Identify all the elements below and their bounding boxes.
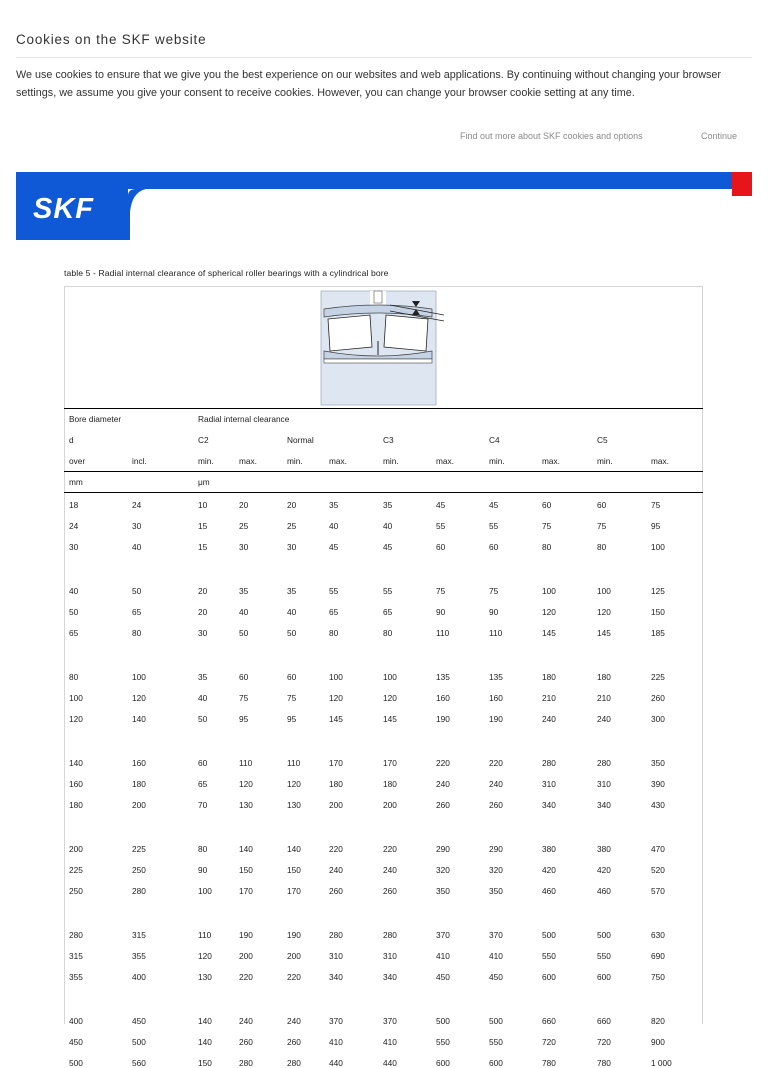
table-cell: 110 — [287, 758, 301, 768]
table-cell: 75 — [542, 521, 552, 531]
table-cell: 200 — [287, 951, 301, 961]
cookie-banner-title: Cookies on the SKF website — [16, 32, 207, 47]
table-cell: 250 — [69, 886, 83, 896]
table-cell: 550 — [436, 1037, 450, 1047]
table-cell: 500 — [489, 1016, 503, 1026]
table-cell: 500 — [132, 1037, 146, 1047]
table-cell: 240 — [436, 779, 450, 789]
table-header-top-rule — [64, 408, 703, 409]
table-cell: 130 — [198, 972, 212, 982]
table-cell: 75 — [239, 693, 249, 703]
table-cell: 135 — [489, 672, 503, 682]
table-cell: 140 — [69, 758, 83, 768]
table-cell: 40 — [239, 607, 249, 617]
table-cell: 250 — [132, 865, 146, 875]
table-cell: 95 — [239, 714, 249, 724]
table-cell: 310 — [542, 779, 556, 789]
table-cell: 80 — [597, 542, 607, 552]
table-cell: 630 — [651, 930, 665, 940]
table-cell: 60 — [542, 500, 552, 510]
table-cell: 355 — [69, 972, 83, 982]
header-group-c4: C4 — [489, 435, 500, 445]
table-cell: 660 — [542, 1016, 556, 1026]
table-cell: 75 — [489, 586, 499, 596]
table-cell: 410 — [329, 1037, 343, 1047]
table-cell: 30 — [69, 542, 79, 552]
brand-header — [16, 172, 752, 240]
table-cell: 100 — [198, 886, 212, 896]
table-cell: 290 — [489, 844, 503, 854]
table-cell: 40 — [198, 693, 208, 703]
table-cell: 120 — [132, 693, 146, 703]
table-cell: 180 — [132, 779, 146, 789]
subheader-cell: max. — [651, 456, 669, 466]
table-cell: 450 — [489, 972, 503, 982]
table-cell: 100 — [383, 672, 397, 682]
table-cell: 150 — [198, 1058, 212, 1068]
table-cell: 30 — [198, 628, 208, 638]
subheader-cell: max. — [436, 456, 454, 466]
table-cell: 100 — [651, 542, 665, 552]
table-cell: 80 — [198, 844, 208, 854]
table-cell: 210 — [597, 693, 611, 703]
table-cell: 35 — [383, 500, 393, 510]
table-cell: 550 — [542, 951, 556, 961]
table-cell: 260 — [436, 800, 450, 810]
header-group-c3: C3 — [383, 435, 394, 445]
table-cell: 280 — [597, 758, 611, 768]
table-cell: 65 — [329, 607, 339, 617]
table-cell: 190 — [489, 714, 503, 724]
table-cell: 430 — [651, 800, 665, 810]
table-cell: 110 — [239, 758, 253, 768]
subheader-cell: min. — [198, 456, 214, 466]
table-cell: 120 — [597, 607, 611, 617]
table-cell: 500 — [69, 1058, 83, 1068]
table-cell: 180 — [383, 779, 397, 789]
table-cell: 24 — [69, 521, 79, 531]
table-cell: 150 — [651, 607, 665, 617]
table-cell: 210 — [542, 693, 556, 703]
table-cell: 70 — [198, 800, 208, 810]
table-cell: 50 — [132, 586, 142, 596]
table-cell: 160 — [132, 758, 146, 768]
header-d: d — [69, 435, 74, 445]
table-cell: 200 — [69, 844, 83, 854]
subheader-cell: incl. — [132, 456, 147, 466]
table-cell: 240 — [239, 1016, 253, 1026]
table-cell: 240 — [287, 1016, 301, 1026]
table-cell: 100 — [132, 672, 146, 682]
table-cell: 420 — [542, 865, 556, 875]
cookie-continue-link[interactable]: Continue — [701, 131, 738, 141]
table-cell: 140 — [239, 844, 253, 854]
table-cell: 135 — [436, 672, 450, 682]
table-cell: 500 — [542, 930, 556, 940]
table-cell: 355 — [132, 951, 146, 961]
table-cell: 120 — [239, 779, 253, 789]
table-cell: 390 — [651, 779, 665, 789]
table-cell: 100 — [329, 672, 343, 682]
table-cell: 320 — [489, 865, 503, 875]
table-cell: 90 — [436, 607, 446, 617]
table-cell: 45 — [329, 542, 339, 552]
table-cell: 240 — [597, 714, 611, 724]
table-cell: 25 — [239, 521, 249, 531]
table-cell: 370 — [489, 930, 503, 940]
table-cell: 340 — [542, 800, 556, 810]
table-cell: 160 — [436, 693, 450, 703]
table-cell: 220 — [489, 758, 503, 768]
table-cell: 150 — [239, 865, 253, 875]
header-group-c2: C2 — [198, 435, 209, 445]
table-cell: 120 — [542, 607, 556, 617]
table-cell: 500 — [597, 930, 611, 940]
table-cell: 220 — [329, 844, 343, 854]
table-cell: 280 — [329, 930, 343, 940]
table-cell: 280 — [132, 886, 146, 896]
table-cell: 140 — [287, 844, 301, 854]
table-cell: 170 — [329, 758, 343, 768]
subheader-cell: min. — [597, 456, 613, 466]
table-cell: 120 — [69, 714, 83, 724]
table-cell: 100 — [597, 586, 611, 596]
table-cell: 120 — [329, 693, 343, 703]
table-cell: 15 — [198, 521, 208, 531]
table-cell: 75 — [651, 500, 661, 510]
table-cell: 690 — [651, 951, 665, 961]
table-cell: 35 — [329, 500, 339, 510]
table-cell: 40 — [132, 542, 142, 552]
table-cell: 65 — [69, 628, 79, 638]
table-cell: 280 — [287, 1058, 301, 1068]
table-cell: 340 — [597, 800, 611, 810]
table-cell: 180 — [69, 800, 83, 810]
table-cell: 24 — [132, 500, 142, 510]
brand-header-graphic — [16, 172, 752, 240]
table-cell: 35 — [198, 672, 208, 682]
table-cell: 720 — [542, 1037, 556, 1047]
table-cell: 280 — [383, 930, 397, 940]
table-cell: 75 — [436, 586, 446, 596]
table-cell: 55 — [383, 586, 393, 596]
table-cell: 500 — [436, 1016, 450, 1026]
table-cell: 160 — [489, 693, 503, 703]
table-cell: 260 — [329, 886, 343, 896]
table-cell: 1 000 — [651, 1058, 672, 1068]
table-cell: 110 — [436, 628, 450, 638]
table-cell: 470 — [651, 844, 665, 854]
table-cell: 145 — [542, 628, 556, 638]
table-cell: 900 — [651, 1037, 665, 1047]
table-cell: 140 — [132, 714, 146, 724]
table-cell: 190 — [239, 930, 253, 940]
table-cell: 600 — [489, 1058, 503, 1068]
table-cell: 10 — [198, 500, 208, 510]
table-cell: 225 — [69, 865, 83, 875]
table-cell: 180 — [597, 672, 611, 682]
table-cell: 30 — [239, 542, 249, 552]
table-cell: 340 — [383, 972, 397, 982]
table-cell: 190 — [287, 930, 301, 940]
table-cell: 450 — [69, 1037, 83, 1047]
table-cell: 440 — [383, 1058, 397, 1068]
table-cell: 80 — [69, 672, 79, 682]
table-cell: 260 — [489, 800, 503, 810]
table-cell: 50 — [198, 714, 208, 724]
table-cell: 35 — [287, 586, 297, 596]
table-cell: 100 — [69, 693, 83, 703]
table-cell: 315 — [69, 951, 83, 961]
table-cell: 90 — [489, 607, 499, 617]
table-cell: 450 — [132, 1016, 146, 1026]
table-cell: 560 — [132, 1058, 146, 1068]
table-cell: 30 — [287, 542, 297, 552]
table-cell: 820 — [651, 1016, 665, 1026]
table-cell: 60 — [198, 758, 208, 768]
table-cell: 40 — [329, 521, 339, 531]
table-cell: 280 — [239, 1058, 253, 1068]
table-cell: 65 — [198, 779, 208, 789]
subheader-cell: min. — [489, 456, 505, 466]
table-cell: 450 — [436, 972, 450, 982]
table-cell: 370 — [383, 1016, 397, 1026]
table-cell: 120 — [287, 779, 301, 789]
table-cell: 55 — [329, 586, 339, 596]
table-cell: 60 — [239, 672, 249, 682]
table-cell: 45 — [489, 500, 499, 510]
table-cell: 55 — [489, 521, 499, 531]
table-cell: 35 — [239, 586, 249, 596]
table-cell: 140 — [198, 1016, 212, 1026]
table-cell: 380 — [597, 844, 611, 854]
unit-um: μm — [198, 477, 210, 487]
table-caption: table 5 - Radial internal clearance of spherical roller bearings with a cylindrical bore — [64, 268, 389, 278]
table-cell: 570 — [651, 886, 665, 896]
table-cell: 260 — [239, 1037, 253, 1047]
table-cell: 200 — [132, 800, 146, 810]
table-cell: 55 — [436, 521, 446, 531]
table-cell: 75 — [597, 521, 607, 531]
table-cell: 80 — [132, 628, 142, 638]
header-radial-clearance: Radial internal clearance — [198, 414, 290, 424]
table-cell: 15 — [198, 542, 208, 552]
table-cell: 60 — [287, 672, 297, 682]
table-cell: 18 — [69, 500, 79, 510]
subheader-cell: max. — [542, 456, 560, 466]
table-cell: 120 — [198, 951, 212, 961]
table-cell: 550 — [597, 951, 611, 961]
table-cell: 145 — [329, 714, 343, 724]
table-cell: 300 — [651, 714, 665, 724]
table-cell: 110 — [198, 930, 212, 940]
table-cell: 410 — [436, 951, 450, 961]
table-cell: 240 — [542, 714, 556, 724]
table-cell: 780 — [542, 1058, 556, 1068]
table-cell: 600 — [436, 1058, 450, 1068]
bearing-figure — [64, 287, 703, 408]
table-cell: 50 — [287, 628, 297, 638]
table-cell: 180 — [329, 779, 343, 789]
table-cell: 130 — [287, 800, 301, 810]
table-cell: 460 — [597, 886, 611, 896]
table-cell: 120 — [383, 693, 397, 703]
table-cell: 350 — [489, 886, 503, 896]
subheader-cell: max. — [329, 456, 347, 466]
table-cell: 260 — [383, 886, 397, 896]
table-cell: 320 — [436, 865, 450, 875]
table-cell: 350 — [651, 758, 665, 768]
table-cell: 315 — [132, 930, 146, 940]
table-cell: 310 — [383, 951, 397, 961]
table-cell: 310 — [597, 779, 611, 789]
table-cell: 20 — [198, 586, 208, 596]
table-cell: 50 — [239, 628, 249, 638]
table-cell: 310 — [329, 951, 343, 961]
table-cell: 280 — [69, 930, 83, 940]
table-cell: 40 — [287, 607, 297, 617]
table-cell: 50 — [69, 607, 79, 617]
table-cell: 220 — [383, 844, 397, 854]
table-cell: 30 — [132, 521, 142, 531]
table-cell: 420 — [597, 865, 611, 875]
table-cell: 40 — [383, 521, 393, 531]
table-cell: 45 — [436, 500, 446, 510]
table-cell: 440 — [329, 1058, 343, 1068]
table-cell: 400 — [132, 972, 146, 982]
subheader-cell: over — [69, 456, 86, 466]
table-cell: 60 — [489, 542, 499, 552]
table-cell: 370 — [436, 930, 450, 940]
table-cell: 200 — [329, 800, 343, 810]
table-cell: 20 — [198, 607, 208, 617]
table-cell: 145 — [383, 714, 397, 724]
table-cell: 125 — [651, 586, 665, 596]
table-cell: 140 — [198, 1037, 212, 1047]
table-cell: 200 — [383, 800, 397, 810]
table-cell: 750 — [651, 972, 665, 982]
table-cell: 200 — [239, 951, 253, 961]
table-cell: 170 — [239, 886, 253, 896]
table-cell: 600 — [542, 972, 556, 982]
table-cell: 410 — [383, 1037, 397, 1047]
table-cell: 75 — [287, 693, 297, 703]
table-cell: 720 — [597, 1037, 611, 1047]
table-cell: 160 — [69, 779, 83, 789]
table-cell: 65 — [132, 607, 142, 617]
table-cell: 60 — [436, 542, 446, 552]
table-cell: 110 — [489, 628, 503, 638]
cookie-divider — [16, 57, 752, 58]
table-cell: 400 — [69, 1016, 83, 1026]
table-cell: 220 — [287, 972, 301, 982]
spherical-roller-bearing-icon — [320, 289, 446, 407]
table-cell: 240 — [383, 865, 397, 875]
table-cell: 80 — [329, 628, 339, 638]
table-cell: 145 — [597, 628, 611, 638]
table-cell: 260 — [651, 693, 665, 703]
table-cell: 280 — [542, 758, 556, 768]
table-cell: 130 — [239, 800, 253, 810]
table-cell: 25 — [287, 521, 297, 531]
table-cell: 80 — [542, 542, 552, 552]
table-cell: 100 — [542, 586, 556, 596]
subheader-cell: max. — [239, 456, 257, 466]
subheader-cell: min. — [287, 456, 303, 466]
header-group-c5: C5 — [597, 435, 608, 445]
table-cell: 170 — [383, 758, 397, 768]
table-cell: 290 — [436, 844, 450, 854]
table-cell: 80 — [383, 628, 393, 638]
table-cell: 520 — [651, 865, 665, 875]
table-cell: 550 — [489, 1037, 503, 1047]
subheader-cell: min. — [383, 456, 399, 466]
table-cell: 350 — [436, 886, 450, 896]
table-cell: 65 — [383, 607, 393, 617]
table-cell: 40 — [69, 586, 79, 596]
header-group-normal: Normal — [287, 435, 314, 445]
table-cell: 45 — [383, 542, 393, 552]
table-cell: 225 — [132, 844, 146, 854]
table-cell: 190 — [436, 714, 450, 724]
table-cell: 380 — [542, 844, 556, 854]
table-cell: 460 — [542, 886, 556, 896]
table-cell: 780 — [597, 1058, 611, 1068]
table-cell: 220 — [436, 758, 450, 768]
table-cell: 150 — [287, 865, 301, 875]
table-cell: 260 — [287, 1037, 301, 1047]
table-cell: 240 — [329, 865, 343, 875]
table-cell: 660 — [597, 1016, 611, 1026]
table-cell: 225 — [651, 672, 665, 682]
skf-logo: SKF — [33, 193, 94, 225]
table-cell: 340 — [329, 972, 343, 982]
table-cell: 95 — [651, 521, 661, 531]
table-cell: 170 — [287, 886, 301, 896]
table-cell: 20 — [287, 500, 297, 510]
header-bore-diameter: Bore diameter — [69, 414, 122, 424]
table-units-rule — [64, 492, 703, 493]
table-cell: 60 — [597, 500, 607, 510]
unit-mm: mm — [69, 477, 83, 487]
table-cell: 410 — [489, 951, 503, 961]
cookie-more-info-link[interactable]: Find out more about SKF cookies and options — [460, 131, 643, 141]
table-cell: 220 — [239, 972, 253, 982]
table-header-rule — [64, 471, 703, 472]
table-cell: 185 — [651, 628, 665, 638]
table-cell: 90 — [198, 865, 208, 875]
table-cell: 240 — [489, 779, 503, 789]
cookie-message: We use cookies to ensure that we give you the best experience on our websites and web applications. By continuing without changing your browser settings, we assume you give your consent to receive cookies. However, you can change your browser cookie setting at any time. — [16, 69, 722, 99]
table-cell: 370 — [329, 1016, 343, 1026]
table-cell: 600 — [597, 972, 611, 982]
table-cell: 95 — [287, 714, 297, 724]
table-cell: 20 — [239, 500, 249, 510]
table-cell: 180 — [542, 672, 556, 682]
